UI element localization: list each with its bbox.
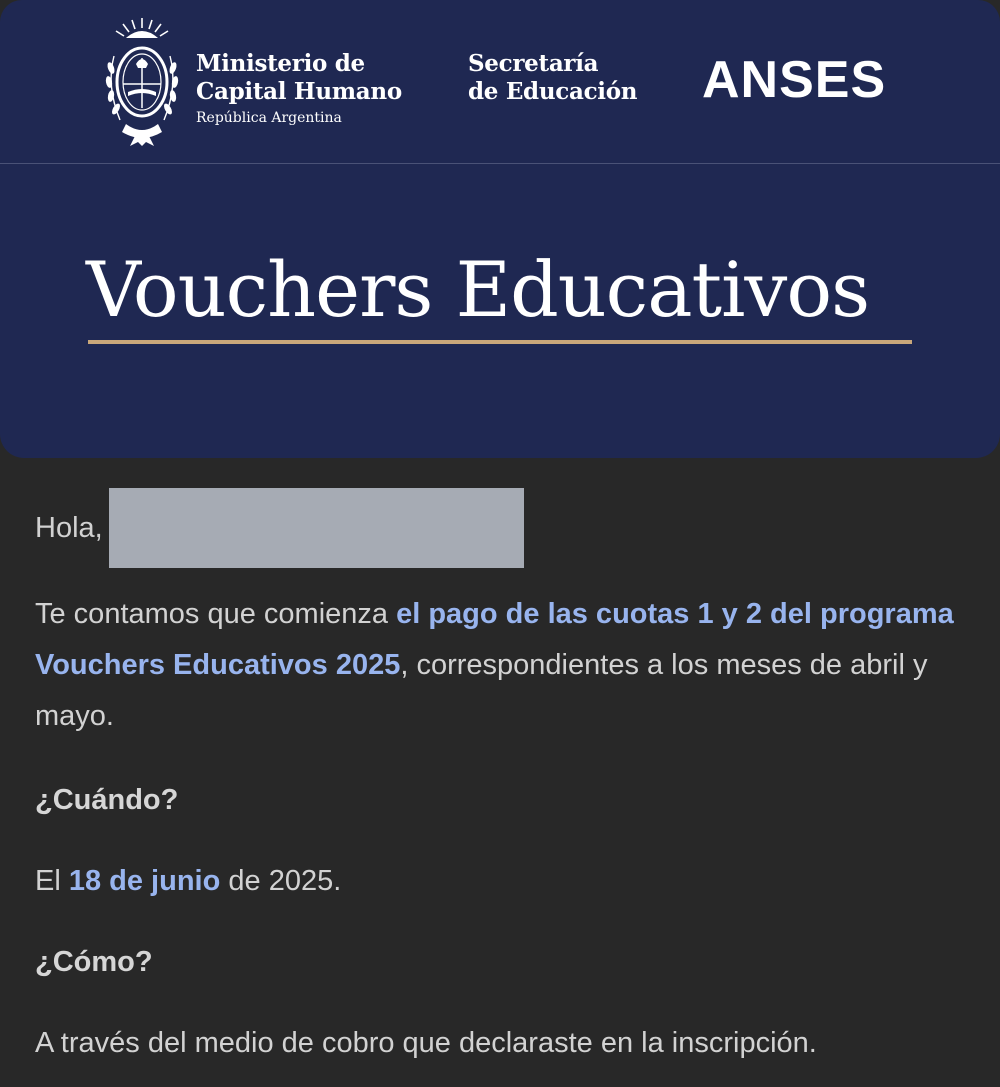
secretaria-line-2: de Educación xyxy=(468,78,638,105)
when-heading: ¿Cuándo? xyxy=(35,784,179,816)
ministry-line-2: Capital Humano xyxy=(196,78,402,105)
secretaria-line-1: Secretaría xyxy=(468,50,599,77)
intro-prefix: Te contamos que comienza xyxy=(35,598,397,630)
when-suffix: de 2025. xyxy=(220,865,342,897)
intro-suffix: , correspondientes a los meses de abril y mayo. xyxy=(35,649,928,732)
greeting-text: Hola, xyxy=(35,511,103,544)
intro-highlight: el pago de las cuotas 1 y 2 del programa Vouchers Educativos 2025 xyxy=(35,598,954,681)
secretaria-logo-text xyxy=(468,50,637,106)
anses-logo: ANSES xyxy=(702,51,887,109)
logo-bar xyxy=(0,0,1000,164)
email-header xyxy=(0,0,1000,458)
when-prefix: El xyxy=(35,865,69,897)
email-title: Vouchers Educativos xyxy=(86,245,870,334)
title-underline xyxy=(88,340,912,344)
when-paragraph xyxy=(35,856,970,907)
greeting-row xyxy=(35,488,970,568)
how-heading: ¿Cómo? xyxy=(35,946,153,978)
ministry-line-1: Ministerio de xyxy=(196,50,365,77)
coat-of-arms-icon xyxy=(100,16,184,148)
how-paragraph: A través del medio de cobro que declaraste en la inscripción. xyxy=(35,1027,817,1059)
email-body xyxy=(35,488,970,1069)
intro-paragraph xyxy=(35,589,970,742)
ministry-logo-text xyxy=(196,50,402,128)
redacted-recipient-name xyxy=(109,488,524,568)
payment-date: 18 de junio xyxy=(68,865,221,897)
ministry-line-3: República Argentina xyxy=(196,110,342,126)
